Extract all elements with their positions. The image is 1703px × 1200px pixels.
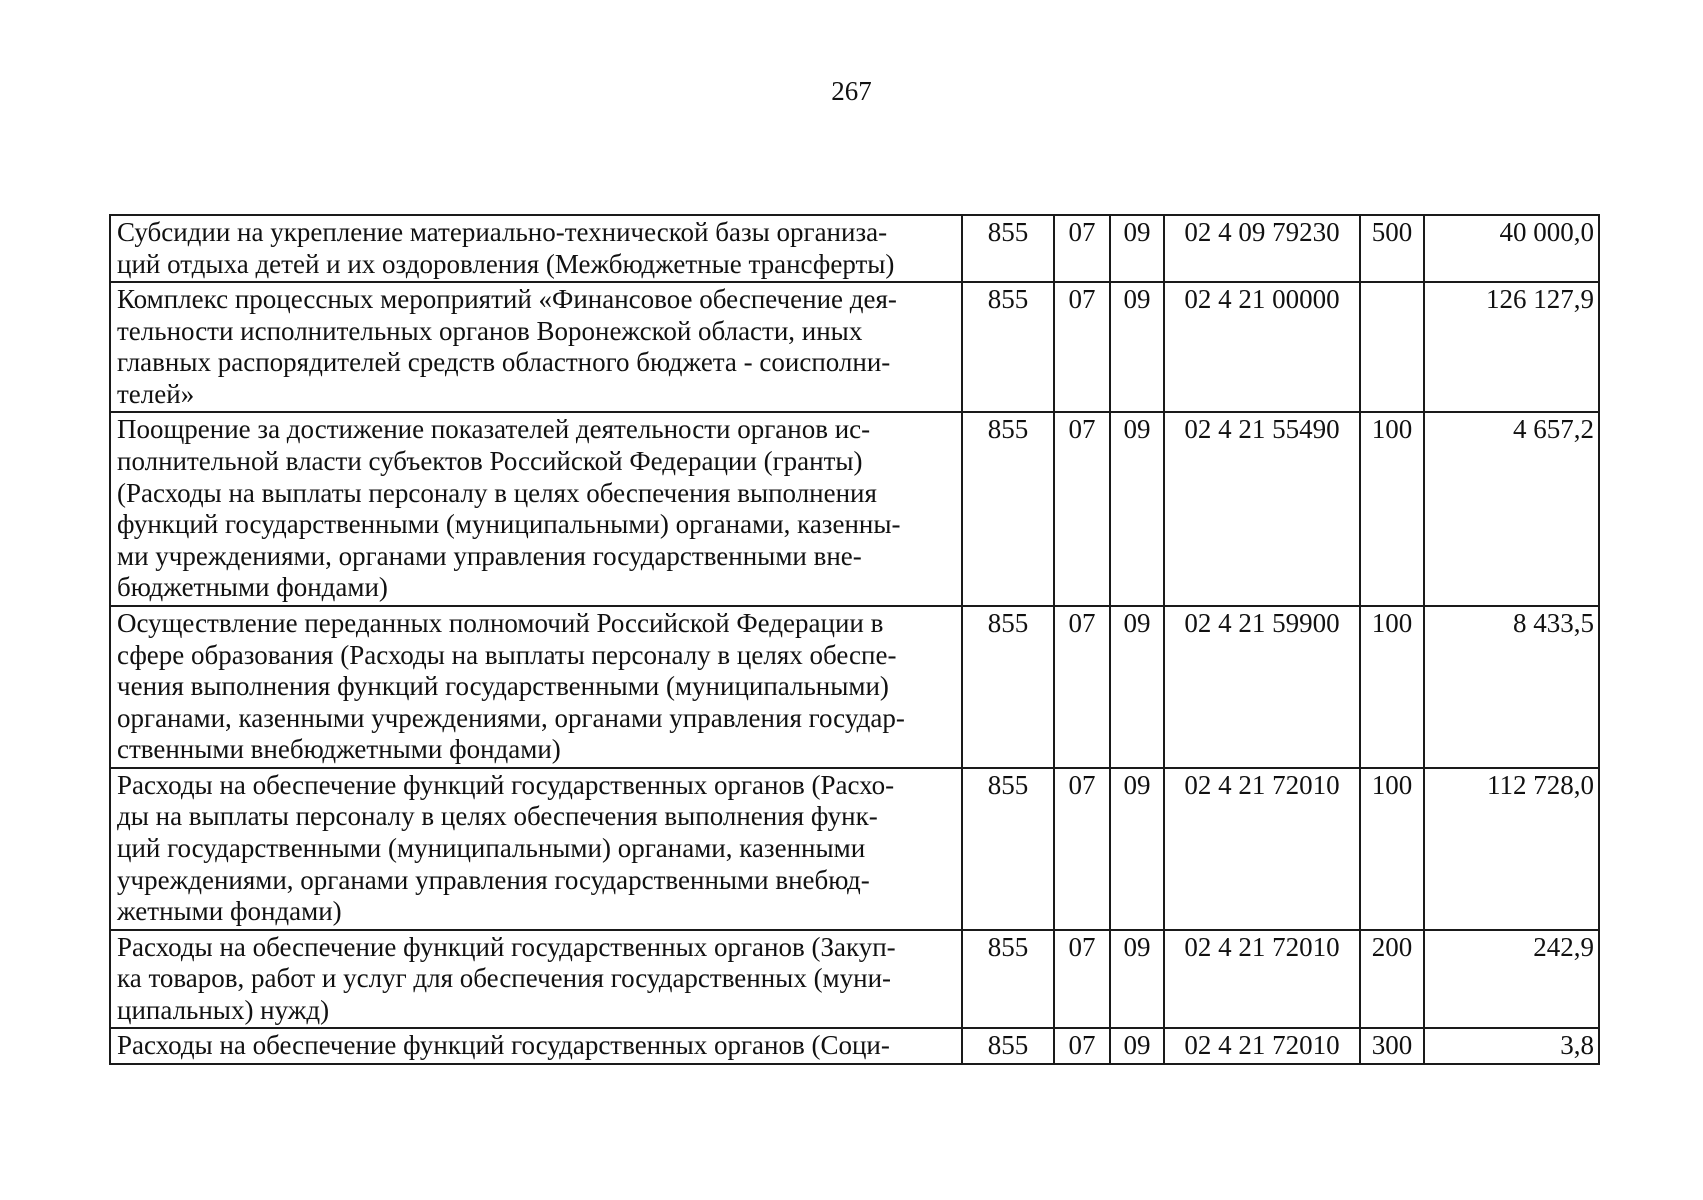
csr-cell: 02 4 21 59900 <box>1164 606 1360 768</box>
vr-cell: 100 <box>1360 768 1424 930</box>
vr-cell: 500 <box>1360 215 1424 282</box>
table-row <box>110 412 1599 605</box>
description-line: чения выполнения функций государственными (муниципальными) <box>117 671 889 702</box>
pr-cell: 09 <box>1110 768 1164 930</box>
rz-cell: 07 <box>1054 412 1110 605</box>
ved-cell: 855 <box>962 215 1054 282</box>
csr-cell: 02 4 21 72010 <box>1164 1028 1360 1064</box>
pr-cell: 09 <box>1110 606 1164 768</box>
description-line: главных распорядителей средств областного бюджета - соисполни- <box>117 347 891 378</box>
vr-cell: 200 <box>1360 930 1424 1029</box>
description-line: (Расходы на выплаты персоналу в целях обеспечения выполнения <box>117 477 877 508</box>
vr-cell: 300 <box>1360 1028 1424 1064</box>
amount-cell: 40 000,0 <box>1424 215 1599 282</box>
description-line: телей» <box>117 378 195 409</box>
description-line: Субсидии на укрепление материально-технической базы организа- <box>117 217 888 247</box>
csr-cell: 02 4 21 00000 <box>1164 282 1360 412</box>
vr-cell: 100 <box>1360 606 1424 768</box>
description-line: полнительной власти субъектов Российской Федерации (гранты) <box>117 446 863 477</box>
description-line: функций государственными (муниципальными) органами, казенны- <box>117 509 901 540</box>
amount-cell: 242,9 <box>1424 930 1599 1029</box>
description-line: жетными фондами) <box>117 896 342 927</box>
description-line: органами, казенными учреждениями, органами управления государ- <box>117 702 905 733</box>
description-line: ка товаров, работ и услуг для обеспечения государственных (муни- <box>117 963 892 994</box>
table-row <box>110 1028 1599 1064</box>
budget-table <box>109 214 1600 1065</box>
description-line: ды на выплаты персоналу в целях обеспечения выполнения функ- <box>117 801 878 832</box>
ved-cell: 855 <box>962 606 1054 768</box>
row-description <box>110 215 962 282</box>
description-line: ципальных) нужд) <box>117 994 330 1025</box>
table-row <box>110 930 1599 1029</box>
ved-cell: 855 <box>962 1028 1054 1064</box>
row-description <box>110 1028 962 1064</box>
csr-cell: 02 4 21 55490 <box>1164 412 1360 605</box>
pr-cell: 09 <box>1110 215 1164 282</box>
ved-cell: 855 <box>962 412 1054 605</box>
table-row <box>110 282 1599 412</box>
row-description <box>110 768 962 930</box>
row-description <box>110 282 962 412</box>
description-line: Расходы на обеспечение функций государственных органов (Соци- <box>117 1030 890 1061</box>
row-description <box>110 606 962 768</box>
description-line: ми учреждениями, органами управления государственными вне- <box>117 540 862 571</box>
description-line: ций государственными (муниципальными) органами, казенными <box>117 832 866 863</box>
rz-cell: 07 <box>1054 215 1110 282</box>
ved-cell: 855 <box>962 930 1054 1029</box>
description-line: учреждениями, органами управления государственными внебюд- <box>117 864 870 895</box>
pr-cell: 09 <box>1110 1028 1164 1064</box>
description-line: бюджетными фондами) <box>117 572 388 603</box>
rz-cell: 07 <box>1054 768 1110 930</box>
table-row <box>110 768 1599 930</box>
amount-cell: 126 127,9 <box>1424 282 1599 412</box>
table-row <box>110 606 1599 768</box>
vr-cell: 100 <box>1360 412 1424 605</box>
description-line: Расходы на обеспечение функций государственных органов (Расхо- <box>117 769 895 800</box>
description-line: ций отдыха детей и их оздоровления (Межбюджетные трансферты) <box>117 248 895 279</box>
pr-cell: 09 <box>1110 930 1164 1029</box>
csr-cell: 02 4 21 72010 <box>1164 930 1360 1029</box>
rz-cell: 07 <box>1054 1028 1110 1064</box>
rz-cell: 07 <box>1054 930 1110 1029</box>
amount-cell: 112 728,0 <box>1424 768 1599 930</box>
row-description <box>110 930 962 1029</box>
row-description <box>110 412 962 605</box>
ved-cell: 855 <box>962 282 1054 412</box>
description-line: Поощрение за достижение показателей деятельности органов ис- <box>117 414 871 445</box>
amount-cell: 3,8 <box>1424 1028 1599 1064</box>
csr-cell: 02 4 09 79230 <box>1164 215 1360 282</box>
amount-cell: 4 657,2 <box>1424 412 1599 605</box>
description-line: Осуществление переданных полномочий Российской Федерации в <box>117 607 884 638</box>
description-line: ственными внебюджетными фондами) <box>117 734 561 765</box>
ved-cell: 855 <box>962 768 1054 930</box>
rz-cell: 07 <box>1054 606 1110 768</box>
pr-cell: 09 <box>1110 412 1164 605</box>
vr-cell <box>1360 282 1424 412</box>
description-line: Расходы на обеспечение функций государственных органов (Закуп- <box>117 931 896 962</box>
csr-cell: 02 4 21 72010 <box>1164 768 1360 930</box>
amount-cell: 8 433,5 <box>1424 606 1599 768</box>
page-number: 267 <box>831 76 872 106</box>
pr-cell: 09 <box>1110 282 1164 412</box>
table-row <box>110 215 1599 282</box>
rz-cell: 07 <box>1054 282 1110 412</box>
description-line: сфере образования (Расходы на выплаты персоналу в целях обеспе- <box>117 639 897 670</box>
description-line: Комплекс процессных мероприятий «Финансовое обеспечение дея- <box>117 284 897 315</box>
description-line: тельности исполнительных органов Воронежской области, иных <box>117 315 863 346</box>
